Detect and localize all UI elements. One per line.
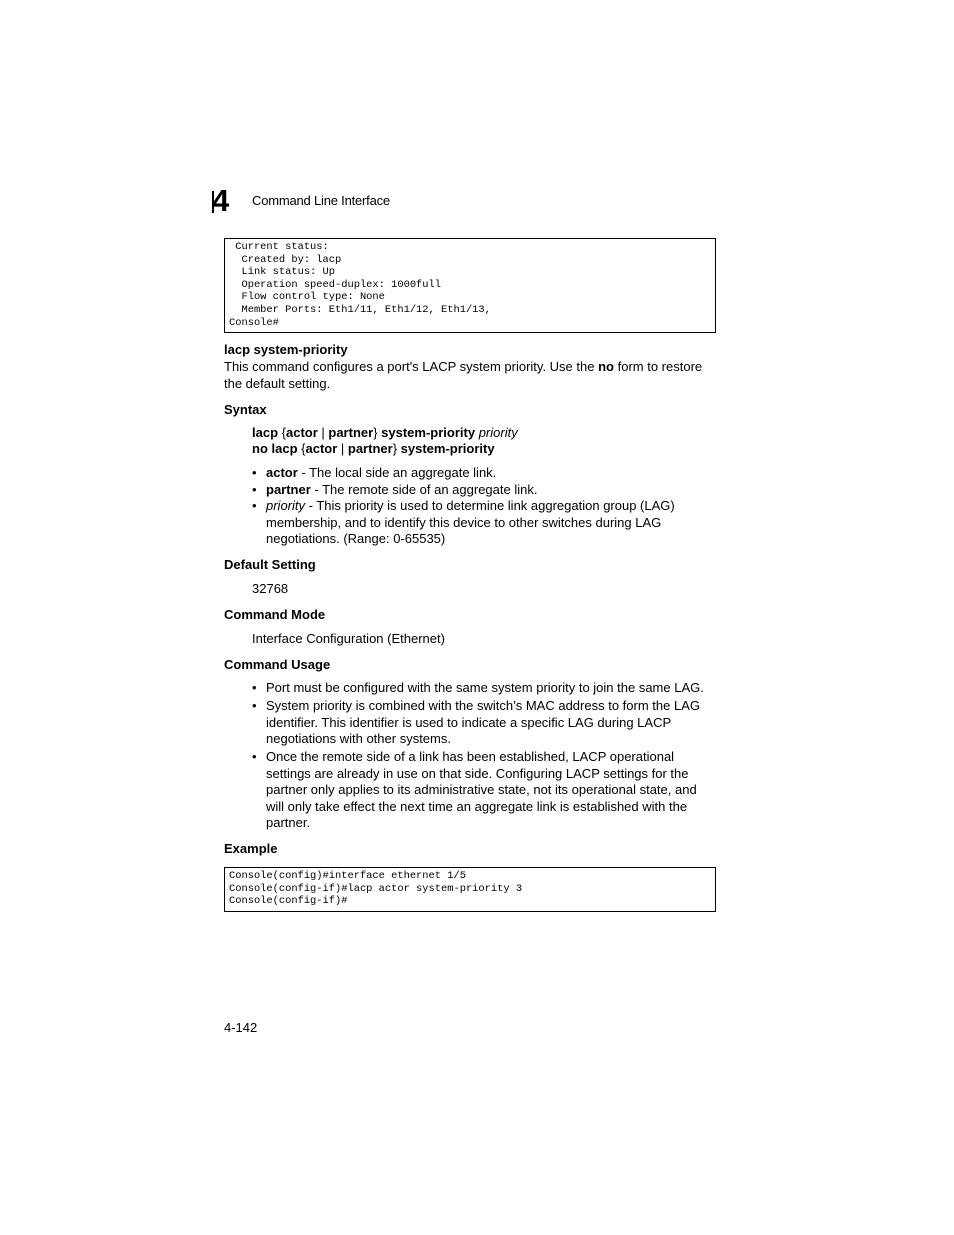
code-line: Console(config)#interface ethernet 1/5	[229, 870, 466, 882]
syntax-line-1: lacp {actor | partner} system-priority priority	[252, 425, 518, 440]
default-setting-value: 32768	[252, 581, 289, 596]
syntax-params-list	[252, 465, 712, 548]
list-item: • Once the remote side of a link has been established, LACP operational settings are already in use on that side. Configuring LACP settings for the partner only applies to its administrative state, not its operational state, and will only take effect the next time an aggregate link is established with the partner.	[252, 749, 714, 832]
command-description: This command configures a port's LACP system priority. Use the no form to restore the default setting.	[224, 359, 703, 391]
command-mode-value: Interface Configuration (Ethernet)	[252, 631, 445, 646]
list-item: • actor - The local side an aggregate link.	[252, 465, 712, 482]
code-line: Flow control type: None	[229, 291, 385, 304]
syntax-heading: Syntax	[224, 402, 267, 417]
example-code-block	[224, 867, 716, 912]
chapter-title: Command Line Interface	[252, 193, 390, 208]
code-line: Created by: lacp	[229, 253, 342, 266]
list-item: • priority - This priority is used to determine link aggregation group (LAG) membership, and to identify this device to other switches during LAG negotiations. (Range: 0-65535)	[252, 498, 712, 548]
command-mode-heading: Command Mode	[224, 607, 326, 622]
code-line: Current status:	[229, 241, 329, 253]
default-setting-heading: Default Setting	[224, 557, 316, 572]
code-line: Operation speed-duplex: 1000full	[229, 278, 442, 291]
command-title: lacp system-priority	[224, 342, 348, 357]
code-line: Console(config-if)#	[229, 895, 348, 908]
command-usage-list	[252, 680, 714, 832]
code-line: Console(config-if)#lacp actor system-priority 3	[229, 882, 523, 895]
code-line: Member Ports: Eth1/11, Eth1/12, Eth1/13,	[229, 303, 491, 316]
status-code-block	[224, 238, 716, 333]
chapter-number: 4	[212, 183, 230, 218]
code-line: Console#	[229, 316, 279, 329]
list-item: • System priority is combined with the switch’s MAC address to form the LAG identifier. This identifier is used to indicate a specific LAG during LACP negotiations with other systems.	[252, 698, 714, 748]
example-heading: Example	[224, 841, 278, 856]
command-usage-heading: Command Usage	[224, 657, 331, 672]
code-line: Link status: Up	[229, 266, 336, 279]
syntax-line-2: no lacp {actor | partner} system-priority	[252, 441, 495, 456]
list-item: • partner - The remote side of an aggregate link.	[252, 482, 712, 499]
list-item: • Port must be configured with the same system priority to join the same LAG.	[252, 680, 714, 697]
page-number: 4-142	[224, 1020, 258, 1035]
